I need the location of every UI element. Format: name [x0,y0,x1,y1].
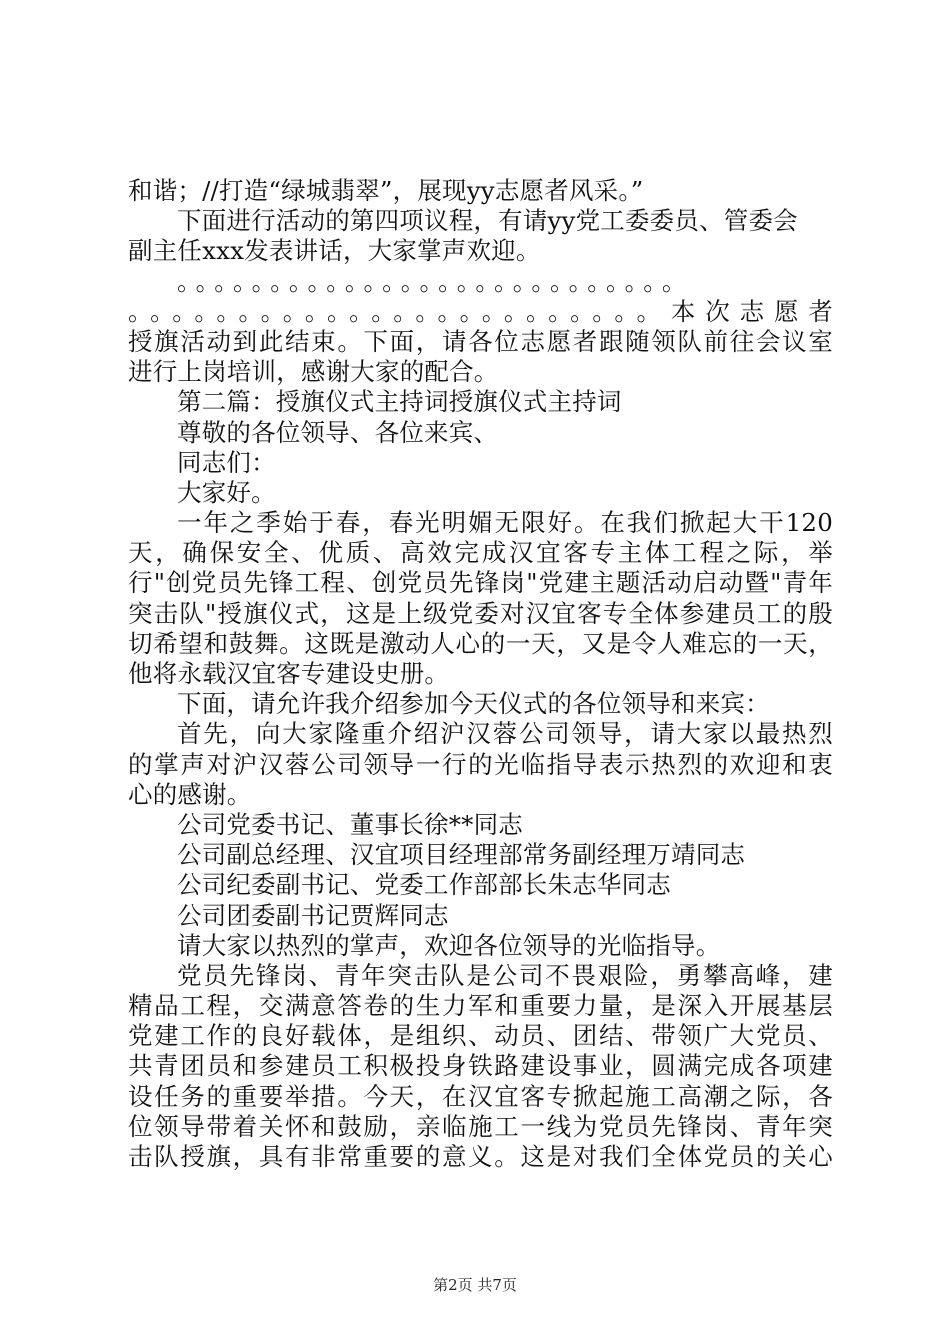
text-line: 精品工程，交满意答卷的生力军和重要力量，是深入开展基层 [128,991,833,1021]
text-line: 他将永载汉宜客专建设史册。 [128,659,450,688]
text-line: 。。。。。。。。。。。。。。。。。。。。。。。。。。。 [177,266,693,296]
text-line: 公司纪委副书记、党委工作部部长朱志华同志 [177,870,671,900]
text-line: 尊敬的各位领导、各位来宾、 [177,417,499,447]
text-line: 切希望和鼓舞。这既是激动人心的一天，又是令人难忘的一天， [128,628,833,658]
text-line: 突击队"授旗仪式，这是上级党委对汉宜客专全体参建员工的殷 [128,598,833,628]
text-line: 的掌声对沪汉蓉公司领导一行的光临指导表示热烈的欢迎和衷 [128,749,833,779]
text-line: 下面进行活动的第四项议程，有请yy党工委委员、管委会 [177,206,798,236]
text-line: 心的感谢。 [128,779,252,809]
text-line: 。。。。。。。。。。。。。。。。。。。。。。。。本次志愿者 [128,296,833,326]
document-body [128,176,833,1172]
text-line: 党建工作的良好载体，是组织、动员、团结、带领广大党员、 [128,1021,833,1051]
text-line: 下面，请允许我介绍参加今天仪式的各位领导和来宾： [177,689,770,719]
text-line: 同志们： [177,447,276,477]
text-line: 公司党委书记、董事长徐**同志 [177,809,523,839]
text-line: 和谐；//打造“绿城翡翠”，展现yy志愿者风采。” [128,176,644,205]
text-line: 请大家以热烈的掌声，欢迎各位领导的光临指导。 [177,930,721,960]
text-line: 大家好。 [177,477,276,507]
text-line: 位领导带着关怀和鼓励，亲临施工一线为党员先锋岗、青年突 [128,1111,833,1141]
text-line: 设任务的重要举措。今天，在汉宜客专掀起施工高潮之际，各 [128,1081,833,1111]
text-line: 共青团员和参建员工积极投身铁路建设事业，圆满完成各项建 [128,1051,833,1081]
page-footer: 第2页 共7页 [433,1276,517,1294]
text-line: 公司团委副书记贾辉同志 [177,900,449,930]
text-line: 首先，向大家隆重介绍沪汉蓉公司领导，请大家以最热烈 [177,719,833,749]
text-line: 副主任xxx发表讲话，大家掌声欢迎。 [128,236,541,266]
text-line: 一年之季始于春，春光明媚无限好。在我们掀起大干120 [177,508,833,538]
text-line: 第二篇：授旗仪式主持词授旗仪式主持词 [177,387,622,417]
text-line: 党员先锋岗、青年突击队是公司不畏艰险，勇攀高峰，建 [177,960,833,990]
text-line: 行"创党员先锋工程、创党员先锋岗"党建主题活动启动暨"青年 [128,568,833,598]
text-line: 授旗活动到此结束。下面，请各位志愿者跟随领队前往会议室 [128,326,833,356]
text-line: 击队授旗，具有非常重要的意义。这是对我们全体党员的关心 [128,1142,833,1171]
text-line: 进行上岗培训，感谢大家的配合。 [128,357,499,387]
text-line: 公司副总经理、汉宜项目经理部常务副经理万靖同志 [177,840,746,870]
text-line: 天，确保安全、优质、高效完成汉宜客专主体工程之际，举 [128,538,833,568]
